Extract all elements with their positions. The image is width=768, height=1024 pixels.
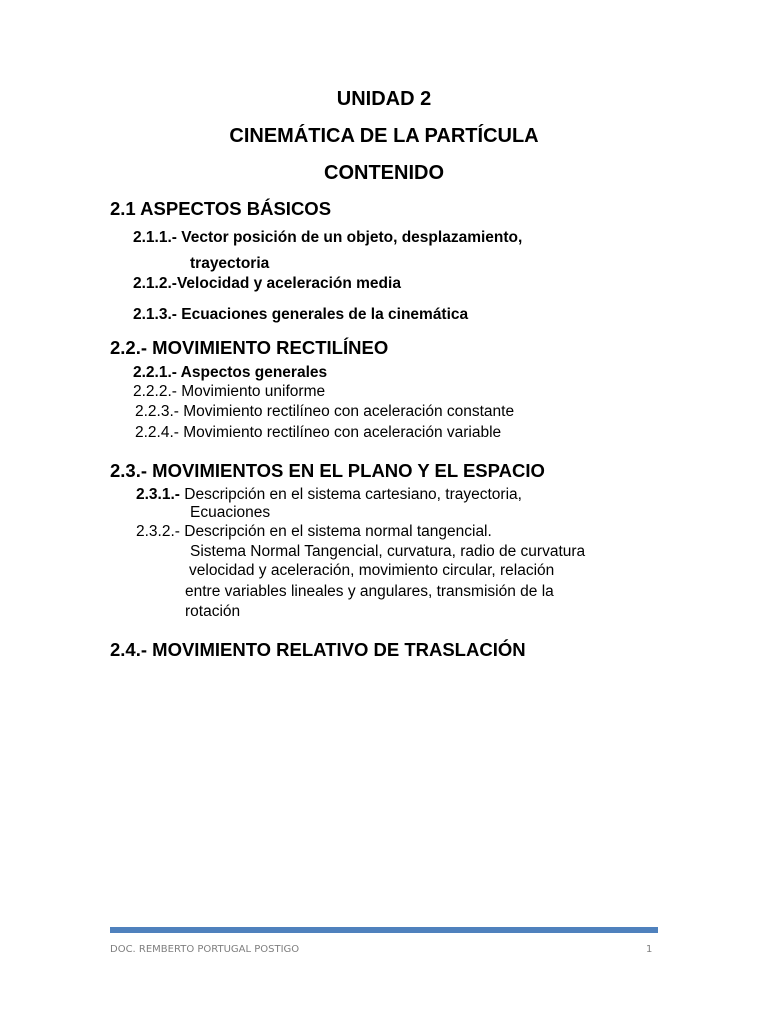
section-heading-2-3: 2.3.- MOVIMIENTOS EN EL PLANO Y EL ESPACIO [110, 460, 545, 481]
document-title: CINEMÁTICA DE LA PARTÍCULA [229, 125, 539, 147]
item-2-1-1-continuation: trayectoria [190, 255, 270, 272]
item-2-3-1-number: 2.3.1.- [136, 486, 180, 503]
item-2-1-1: 2.1.1.- Vector posición de un objeto, desplazamiento, [133, 229, 523, 246]
item-2-3-2-line5: rotación [185, 603, 241, 620]
item-2-1-3: 2.1.3.- Ecuaciones generales de la cinemática [133, 306, 469, 323]
footer-rule [110, 927, 658, 933]
unit-heading: UNIDAD 2 [336, 88, 432, 110]
item-2-2-1: 2.2.1.- Aspectos generales [133, 364, 328, 381]
item-2-1-2: 2.1.2.-Velocidad y aceleración media [133, 275, 401, 292]
section-heading-2-2: 2.2.- MOVIMIENTO RECTILÍNEO [110, 337, 389, 358]
item-2-2-2: 2.2.2.- Movimiento uniforme [133, 383, 326, 400]
item-2-3-1-text: Descripción en el sistema cartesiano, trayectoria, [179, 486, 522, 503]
item-2-3-2-line3: velocidad y aceleración, movimiento circular, relación [189, 562, 555, 579]
item-2-2-4: 2.2.4.- Movimiento rectilíneo con aceleración variable [135, 424, 502, 441]
footer-author: DOC. REMBERTO PORTUGAL POSTIGO [110, 944, 300, 955]
item-2-3-1-continuation: Ecuaciones [190, 504, 271, 521]
item-2-3-2-line2: Sistema Normal Tangencial, curvatura, radio de curvatura [190, 543, 586, 560]
item-2-2-3: 2.2.3.- Movimiento rectilíneo con aceleración constante [135, 403, 515, 420]
item-2-3-1 [136, 487, 522, 503]
footer-page-number: 1 [646, 944, 653, 955]
item-2-3-2-line4: entre variables lineales y angulares, transmisión de la [185, 583, 554, 600]
contents-label: CONTENIDO [324, 162, 444, 184]
item-2-3-2: 2.3.2.- Descripción en el sistema normal tangencial. [136, 523, 492, 540]
section-heading-2-1: 2.1 ASPECTOS BÁSICOS [110, 198, 332, 219]
section-heading-2-4: 2.4.- MOVIMIENTO RELATIVO DE TRASLACIÓN [110, 639, 526, 660]
